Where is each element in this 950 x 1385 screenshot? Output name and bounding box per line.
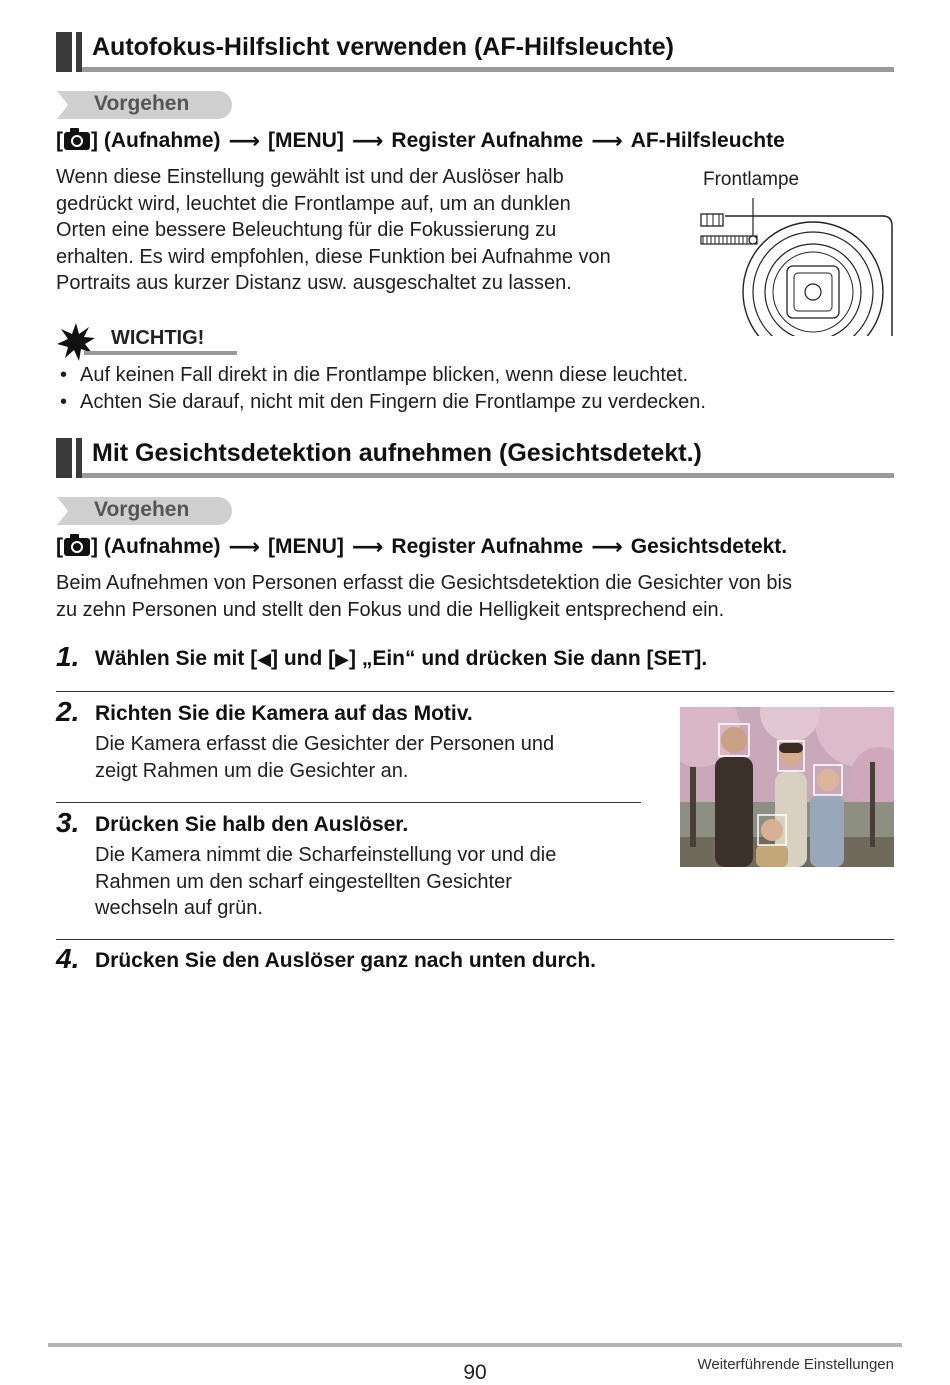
step-number: 1. [56, 641, 80, 672]
important-label: WICHTIG! [111, 327, 205, 349]
important-star-icon [56, 322, 96, 362]
arrow-right-icon: ⟶ [591, 128, 623, 153]
procedure-label: Vorgehen [94, 92, 190, 115]
section-header-af-assist [56, 32, 894, 72]
body-line: Portraits aus kurzer Distanz usw. ausgeschaltet zu lassen. [56, 272, 572, 294]
important-item-text: Achten Sie darauf, nicht mit den Fingern die Frontlampe zu verdecken. [80, 391, 706, 413]
bullet-dot: • [60, 364, 68, 386]
section-header-face-detection [56, 438, 894, 478]
step-title [95, 647, 707, 671]
body-line: Orten eine bessere Beleuchtung für die Fokussierung zu [56, 219, 557, 241]
header-bar-thin [76, 438, 82, 478]
menu-path [56, 534, 787, 560]
path-part-shooting: ] (Aufnahme) [91, 535, 221, 558]
arrow-right-icon: ⟶ [591, 534, 623, 559]
procedure-pill [57, 497, 232, 525]
important-item [60, 364, 688, 387]
step-title: Richten Sie die Kamera auf das Motiv. [95, 702, 473, 725]
path-part-menu: [MENU] [268, 535, 344, 558]
path-part-shooting: ] (Aufnahme) [91, 129, 221, 152]
menu-path [56, 128, 785, 154]
step-number: 4. [56, 943, 80, 974]
step-text [95, 842, 655, 922]
illustration-label: Frontlampe [703, 169, 800, 190]
step-number: 3. [56, 807, 80, 838]
footer-rule [48, 1343, 902, 1347]
body-line: Beim Aufnehmen von Personen erfasst die Gesichtsdetektion die Gesichter von bis [56, 572, 792, 594]
procedure-label: Vorgehen [94, 498, 190, 521]
camera-icon [64, 538, 90, 556]
step-title-part: ] und [ [271, 647, 336, 670]
face-detection-photo [680, 707, 894, 867]
path-part-setting: Gesichtsdetekt. [630, 535, 788, 558]
page-number: 90 [463, 1361, 487, 1384]
path-part-menu: [MENU] [268, 129, 344, 152]
arrow-right-icon: ⟶ [228, 534, 261, 559]
step-text-line: Die Kamera erfasst die Gesichter der Personen und [95, 733, 555, 755]
bracket-open: [ [56, 535, 63, 558]
arrow-right-icon: ⟶ [351, 534, 384, 559]
procedure-pill [57, 91, 232, 119]
arrow-right-icon: ▶ [335, 649, 350, 669]
body-line: erhalten. Es wird empfohlen, diese Funktion bei Aufnahme von [56, 245, 611, 268]
section-title: Mit Gesichtsdetektion aufnehmen (Gesichtsdetekt.) [92, 439, 702, 467]
step-title-part: Wählen Sie mit [ [95, 647, 258, 670]
important-item [60, 391, 706, 414]
step-text-line: Die Kamera nimmt die Scharfeinstellung vor und die [95, 844, 557, 866]
section2-body [56, 570, 896, 623]
step-title: Drücken Sie halb den Auslöser. [95, 813, 409, 836]
section-title: Autofokus-Hilfslicht verwenden (AF-Hilfsleuchte) [92, 33, 674, 61]
camera-icon [64, 132, 90, 150]
arrow-right-icon: ⟶ [351, 128, 384, 153]
step-divider [56, 802, 641, 803]
footer-section-name: Weiterführende Einstellungen [697, 1356, 894, 1373]
path-part-setting: AF-Hilfsleuchte [630, 129, 785, 152]
path-part-tab: Register Aufnahme [391, 535, 584, 558]
chevron-shape [57, 91, 68, 119]
step-title-part: ] „Ein“ und drücken Sie dann [SET]. [349, 647, 708, 670]
step-text-line: zeigt Rahmen um die Gesichter an. [95, 759, 409, 782]
bullet-dot: • [60, 391, 68, 413]
step-text-line: wechseln auf grün. [95, 897, 263, 919]
header-bar-thick [56, 438, 72, 478]
important-item-text: Auf keinen Fall direkt in die Frontlampe blicken, wenn diese leuchtet. [80, 364, 689, 386]
bracket-open: [ [56, 129, 63, 152]
body-line: zu zehn Personen und stellt den Fokus und die Helligkeit entsprechend ein. [56, 598, 725, 621]
step-text-line: Rahmen um den scharf eingestellten Gesichter [95, 870, 512, 893]
step-divider [56, 939, 894, 940]
body-line: Wenn diese Einstellung gewählt ist und der Auslöser halb [56, 166, 564, 188]
header-bar-thin [76, 32, 82, 72]
header-underline [82, 67, 894, 72]
step-title: Drücken Sie den Auslöser ganz nach unten durch. [95, 949, 596, 972]
important-underline [84, 351, 237, 355]
header-bar-thick [56, 32, 72, 72]
arrow-left-icon: ◀ [257, 649, 272, 669]
step-text [95, 731, 655, 784]
section1-body [56, 164, 686, 297]
header-underline [82, 473, 894, 478]
arrow-right-icon: ⟶ [228, 128, 261, 153]
path-part-tab: Register Aufnahme [391, 129, 584, 152]
step-divider [56, 691, 894, 692]
step-number: 2. [56, 696, 80, 727]
camera-front-illustration [695, 196, 895, 336]
chevron-shape [57, 497, 68, 525]
body-line: gedrückt wird, leuchtet die Frontlampe auf, um an dunklen [56, 192, 571, 215]
